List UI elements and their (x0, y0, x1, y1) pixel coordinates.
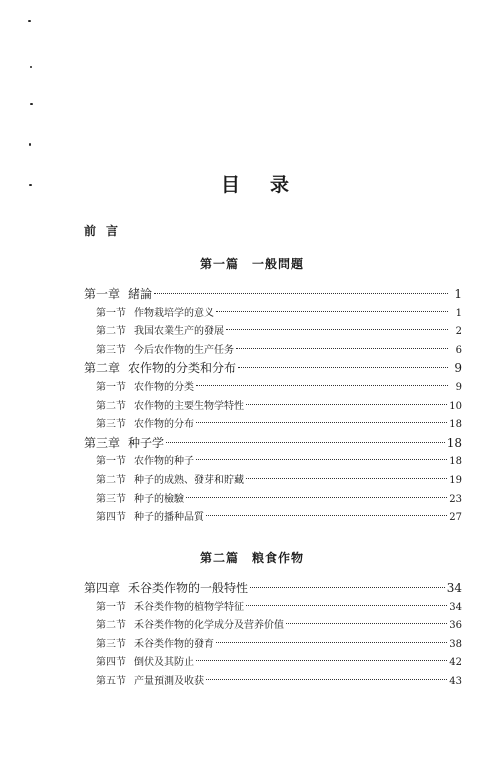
toc-number: 第三节 (96, 638, 126, 650)
toc-number: 第一节 (96, 307, 126, 319)
toc-number: 第二节 (96, 400, 126, 412)
toc-number: 第一节 (96, 601, 126, 613)
toc-chapter-row (84, 434, 462, 451)
toc-title: 产量預測及收获 (134, 676, 204, 687)
toc-title: 禾谷类作物的植物学特征 (134, 601, 244, 613)
toc-section-row (96, 415, 462, 430)
toc-title: 我国农業生产的發展 (134, 326, 224, 338)
toc-section-row (96, 598, 462, 613)
toc-number: 第三节 (96, 419, 126, 431)
toc-leader-dots (216, 311, 448, 312)
toc-page-number: 42 (449, 657, 462, 669)
toc-section-row (96, 653, 462, 668)
toc-section-row (96, 635, 462, 650)
toc-number: 第二节 (96, 620, 126, 632)
toc-number: 第一节 (96, 456, 126, 468)
toc-title: 农作物的分类和分布 (128, 361, 237, 376)
toc-section-row (96, 341, 462, 356)
toc-page-number: 18 (446, 435, 462, 450)
toc-leader-dots (196, 385, 448, 386)
toc-title: 种子的成熟、發芽和貯藏 (134, 475, 244, 486)
toc-number: 第四章 (84, 581, 121, 595)
toc-page-number: 10 (449, 400, 462, 412)
toc-title: 农作物的种子 (134, 456, 194, 468)
toc-page-number: 23 (449, 493, 462, 505)
toc-number: 第四节 (96, 512, 126, 524)
toc-page-number: 18 (449, 419, 462, 431)
toc-section-row (96, 378, 462, 393)
toc-section-row (96, 471, 462, 486)
toc-leader-dots (196, 422, 447, 423)
toc-title: 种子学 (128, 435, 165, 450)
toc-section-row (96, 672, 462, 687)
toc-leader-dots (246, 478, 447, 479)
toc-section-row (96, 397, 462, 412)
toc-page-number: 43 (449, 676, 462, 687)
toc-leader-dots (246, 404, 447, 405)
toc-number: 第一章 (84, 287, 121, 301)
toc-page-number: 1 (455, 307, 462, 319)
toc-number: 第一节 (96, 382, 126, 393)
toc-title: 禾谷类作物的一般特性 (128, 581, 249, 595)
toc-leader-dots (238, 367, 448, 368)
toc-section-row (96, 490, 462, 505)
toc-leader-dots (166, 442, 445, 443)
toc-leader-dots (250, 587, 445, 588)
toc-chapter-row (84, 579, 462, 596)
toc-title: 倒伏及其防止 (134, 657, 194, 669)
toc-leader-dots (186, 497, 447, 498)
toc-title: 禾谷类作物的化学成分及营养价值 (134, 620, 284, 632)
preface-heading: 前言 (84, 224, 129, 238)
toc-title: 作物栽培学的意义 (134, 307, 214, 319)
toc-leader-dots (196, 459, 447, 460)
toc-page-number: 36 (449, 620, 462, 632)
toc-title: 緒論 (128, 287, 153, 301)
toc-page-number: 38 (449, 638, 462, 650)
toc-page-number: 34 (449, 601, 462, 613)
toc-page-number: 19 (449, 475, 462, 486)
toc-number: 第五节 (96, 676, 126, 687)
toc-leader-dots (206, 679, 447, 680)
margin-speck (28, 20, 31, 22)
toc-leader-dots (236, 348, 448, 349)
toc-leader-dots (196, 660, 447, 661)
toc-leader-dots (206, 515, 447, 516)
toc-title: 种子的播种品質 (134, 512, 204, 524)
toc-chapter-row (84, 359, 462, 376)
toc-number: 第二章 (84, 361, 121, 376)
toc-leader-dots (154, 293, 448, 294)
toc-leader-dots (286, 623, 447, 624)
margin-speck (30, 66, 32, 68)
toc-number: 第三章 (84, 435, 121, 450)
margin-speck (30, 103, 33, 105)
toc-section-row (96, 508, 462, 523)
toc-number: 第二节 (96, 475, 126, 486)
toc-number: 第二节 (96, 326, 126, 338)
toc-number: 第三节 (96, 344, 126, 356)
toc-page-number: 18 (449, 456, 462, 468)
margin-speck (29, 143, 31, 146)
toc-leader-dots (246, 605, 447, 606)
part-2-title: 第二篇 粮食作物 (199, 551, 304, 565)
toc-section-row (96, 304, 462, 319)
toc-number: 第三节 (96, 493, 126, 505)
toc-page-number: 6 (455, 344, 462, 356)
toc-page-number: 9 (454, 361, 462, 376)
toc-title: 禾谷类作物的發育 (134, 638, 214, 650)
toc-title: 今后农作物的生产任务 (134, 344, 234, 356)
toc-leader-dots (226, 329, 448, 330)
toc-page-number: 1 (454, 287, 462, 301)
toc-leader-dots (216, 642, 447, 643)
toc-page-number: 34 (446, 581, 462, 595)
toc-chapter-row (84, 285, 462, 302)
toc-page-number: 9 (455, 382, 462, 393)
toc-title: 种子的檢驗 (134, 493, 184, 505)
toc-title: 农作物的分类 (134, 382, 194, 393)
toc-section-row (96, 452, 462, 467)
page-title: 目录 (220, 174, 319, 196)
toc-number: 第四节 (96, 657, 126, 669)
toc-section-row (96, 616, 462, 631)
part-1-title: 第一篇 一般問題 (199, 257, 304, 271)
toc-title: 农作物的主要生物学特性 (134, 400, 244, 412)
toc-page-number: 2 (455, 326, 462, 338)
toc-title: 农作物的分布 (134, 419, 194, 431)
toc-section-row (96, 322, 462, 337)
toc-page-number: 27 (449, 512, 462, 524)
